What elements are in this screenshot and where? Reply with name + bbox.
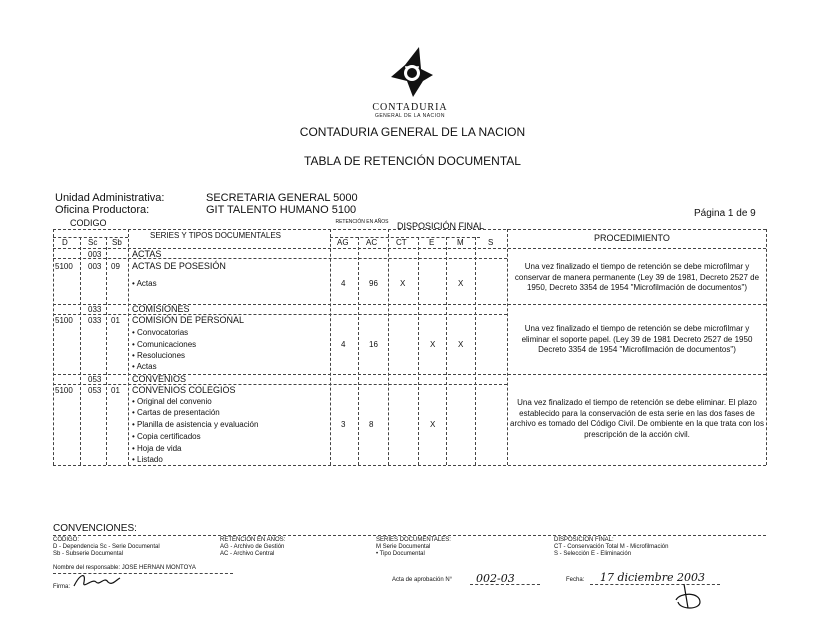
header-procedimiento: PROCEDIMIENTO [594, 233, 670, 243]
conv-firma: Firma: [53, 584, 70, 590]
col-line [358, 237, 359, 465]
cell-ac: 16 [369, 340, 378, 349]
row-line [53, 465, 766, 466]
page-title: CONTADURIA GENERAL DE LA NACION [299, 125, 526, 139]
logo-emblem-icon [385, 45, 435, 100]
cell-text: • Convocatorias [132, 328, 189, 337]
cell-d: 5100 [55, 386, 73, 395]
cell-sc: 003 [88, 250, 102, 259]
conv-disp-1: CT - Conservación Total M - Microfilmación [554, 544, 669, 550]
header-ag: AG [337, 238, 349, 247]
cell-d: 5100 [55, 262, 73, 271]
conv-ret-1: AG - Archivo de Gestión [220, 544, 285, 550]
header-d: D [62, 238, 68, 247]
cell-text: • Cartas de presentación [132, 408, 220, 417]
page-number: Página 1 de 9 [694, 208, 756, 219]
header-codigo: CODIGO [70, 218, 107, 228]
logo-sub: GENERAL DE LA NACION [374, 113, 446, 119]
cell-ag: 3 [341, 420, 346, 429]
cell-e: X [430, 340, 436, 349]
signature-scribble [72, 570, 122, 592]
conv-line [53, 535, 766, 536]
row-line [53, 314, 507, 315]
col-line [53, 229, 54, 465]
conv-disp-h: DISPOSICIÓN FINAL: [554, 537, 614, 543]
unidad-value: SECRETARIA GENERAL 5000 [206, 192, 358, 204]
cell-sc: 053 [88, 375, 102, 384]
header-sc: Sc [88, 238, 98, 247]
conv-disp-2: S - Selección E - Eliminación [554, 551, 632, 557]
cell-text: • Hoja de vida [132, 444, 182, 453]
header-ct: CT [396, 238, 407, 247]
cell-text: • Planilla de asistencia y evaluación [132, 420, 259, 429]
row-line [53, 384, 507, 385]
contaduria-logo [365, 45, 455, 119]
conv-title: CONVENCIONES: [53, 523, 137, 534]
cell-text: ACTAS DE POSESIÓN [132, 261, 226, 271]
col-line [507, 229, 508, 465]
cell-ct: X [400, 279, 406, 288]
cell-sc: 003 [88, 262, 102, 271]
cell-text: ACTAS [132, 249, 162, 259]
cell-text: COMISIONES [132, 304, 190, 314]
cell-text: • Resoluciones [132, 351, 186, 360]
cell-ac: 96 [369, 279, 378, 288]
cell-text: • Copia certificados [132, 432, 201, 441]
conv-ser-2: • Tipo Documental [376, 551, 425, 557]
conv-ser-1: M Serie Documental [376, 544, 431, 550]
acta-value: 002-03 [476, 572, 515, 585]
cell-sb: 01 [111, 386, 120, 395]
cell-text: COMISIÓN DE PERSONAL [132, 315, 245, 325]
procedimiento-1: Una vez finalizado el tiempo de retención se debe microfilmar y conservar de manera permanente (Ley 39 de 1981, Decreto 2527 de 1950, Decreto 3354 de 1954 "Microfilmación de documentos") [514, 262, 760, 292]
cell-text: • Listado [132, 455, 163, 464]
conv-acta: Acta de aprobación N° [392, 577, 453, 583]
cell-ag: 4 [341, 340, 346, 349]
header-retencion: RETENCIÓN EN AÑOS [335, 219, 389, 225]
cell-sb: 01 [111, 316, 120, 325]
oficina-value: GIT TALENTO HUMANO 5100 [206, 204, 357, 216]
row-line [53, 258, 507, 259]
acta-line [470, 584, 540, 585]
approval-scribble [670, 582, 710, 612]
conv-codigo-1: D - Dependencia Sc - Serie Documental [53, 544, 160, 550]
cell-m: X [458, 279, 464, 288]
col-line [475, 237, 476, 465]
col-line [106, 237, 107, 465]
col-line [446, 237, 447, 465]
oficina-label: Oficina Productora: [55, 204, 150, 216]
cell-d: 5100 [55, 316, 73, 325]
cell-ac: 8 [369, 420, 374, 429]
header-e: E [429, 238, 435, 247]
header-s: S [488, 238, 494, 247]
conv-ret-2: AC - Archivo Central [220, 551, 275, 557]
conv-responsable: Nombre del responsable: JOSE HERNAN MONTOYA [53, 565, 196, 571]
conv-codigo-2: Sb - Subserie Documental [53, 551, 124, 557]
cell-text: • Comunicaciones [132, 340, 197, 349]
procedimiento-2: Una vez finalizado el tiempo de retención se debe microfilmar y eliminar el soporte papel. (Ley 39 de 1981 Decreto 2527 de 1950 Decreto 3354 de 1954 "Microfilmación de documentos") [521, 324, 753, 354]
conv-fecha: Fecha: [566, 577, 585, 583]
col-line [766, 229, 767, 465]
cell-text: • Actas [132, 362, 157, 371]
header-disposicion: DISPOSICIÓN FINAL [397, 221, 485, 231]
cell-m: X [458, 340, 464, 349]
unidad-label: Unidad Administrativa: [55, 192, 165, 204]
conv-ser-h: SERIES DOCUMENTALES: [376, 537, 451, 543]
col-line [418, 237, 419, 465]
cell-sc: 033 [88, 316, 102, 325]
logo-name: CONTADURIA [372, 102, 448, 113]
conv-codigo-h: CODIGO: [53, 537, 80, 543]
header-series: SERIES Y TIPOS DOCUMENTALES [150, 231, 281, 240]
col-line [388, 229, 389, 465]
cell-sb: 09 [111, 262, 120, 271]
cell-sc: 033 [88, 305, 102, 314]
cell-e: X [430, 420, 436, 429]
header-ac: AC [366, 238, 378, 247]
header-m: M [457, 238, 464, 247]
col-line [80, 237, 81, 465]
cell-text: CONVENIOS [132, 374, 187, 384]
page-subtitle: TABLA DE RETENCIÓN DOCUMENTAL [304, 154, 521, 168]
col-line [128, 229, 129, 465]
header-sb: Sb [112, 238, 122, 247]
fecha-value: 17 diciembre 2003 [600, 571, 705, 584]
cell-ag: 4 [341, 279, 346, 288]
cell-sc: 053 [88, 386, 102, 395]
procedimiento-3: Una vez finalizado el tiempo de retención se debe eliminar. El plazo establecido para la conservación de esta serie en las dos fases de archivo es tomado del Código Civil. De ombiente en la que trata con los prescripción de la acción civil. [510, 398, 764, 439]
col-line [330, 229, 331, 465]
conv-ret-h: RETENCIÓN EN AÑOS: [220, 537, 286, 543]
cell-text: • Original del convenio [132, 397, 212, 406]
cell-text: • Actas [132, 279, 157, 288]
cell-text: CONVENIOS COLEGIOS [132, 385, 236, 395]
